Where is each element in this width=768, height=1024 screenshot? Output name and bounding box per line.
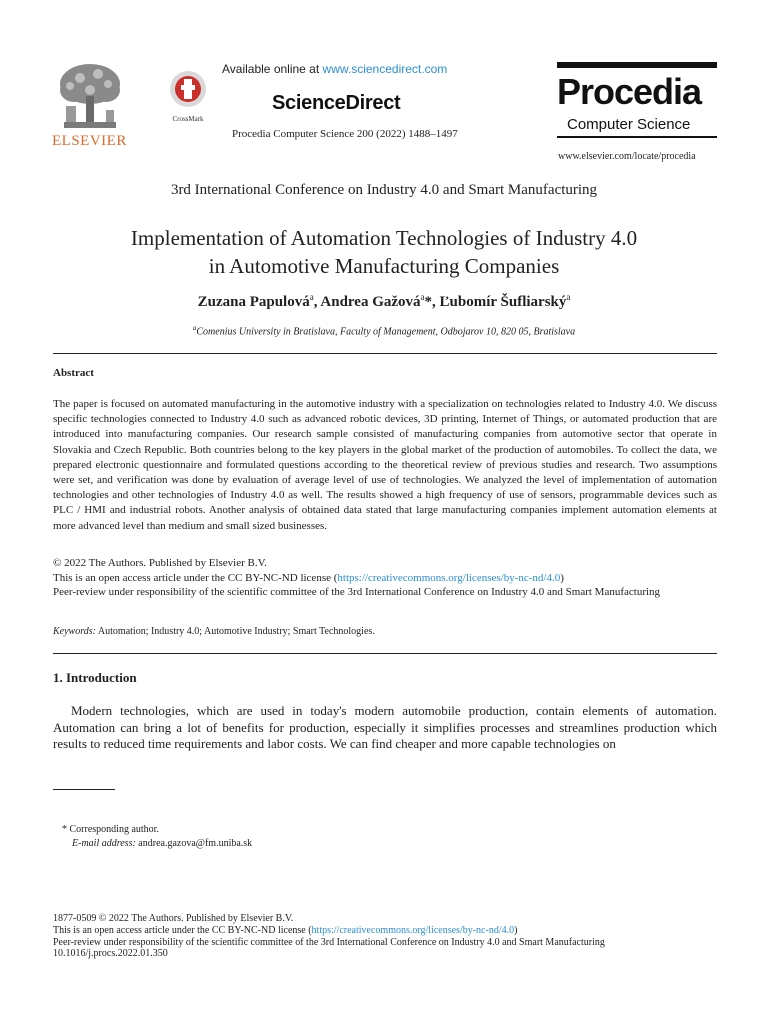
author-affiliation-mark: a bbox=[420, 292, 425, 302]
license-prefix: This is an open access article under the CC BY-NC-ND license ( bbox=[53, 571, 338, 584]
author-name: Zuzana Papulová bbox=[197, 294, 310, 310]
author-affiliation-mark: a bbox=[566, 292, 571, 302]
page-footer bbox=[53, 913, 733, 960]
license-link[interactable]: https://creativecommons.org/licenses/by-nc-nd/4.0 bbox=[337, 571, 561, 584]
abstract-body: The paper is focused on automated manufacturing in the automotive industry with a specialization on technologies related to Industry 4.0. We discuss specific technologies connected to Industry 4.0 such as advanced robotic devices, 3D printing, Internet of Things, or automated production that are introduced into manufacturing companies. Our research sample consisted of manufacturing companies from automotive sector that operate in Slovakia and Czech Republic. Both countries belong to the key players in the global market of the production of automobiles. To collect the data, we prepared electronic questionnaire and formulated questions according to the theoretical review of previous studies and research. Two assumptions were set, and verification was done by evaluation of average level of use of technologies. We analyzed the level of implementation of automation technologies and other technologies of Industry 4.0 as well. The results showed a high frequency of use of sensors, programmable devices such as PLC / HMI and industrial robots. Another analysis of obtained data stated that large manufacturing companies implement automation elements at more advanced level than medium and small sized businesses. bbox=[53, 398, 717, 532]
license-line bbox=[53, 571, 717, 586]
journal-citation: Procedia Computer Science 200 (2022) 1488–1497 bbox=[232, 128, 458, 140]
license-suffix: ) bbox=[560, 571, 564, 584]
footer-license-suffix: ) bbox=[514, 924, 518, 936]
title-line-2: in Automotive Manufacturing Companies bbox=[208, 254, 560, 278]
footer-license-link[interactable]: https://creativecommons.org/licenses/by-nc-nd/4.0 bbox=[311, 924, 515, 936]
keywords bbox=[53, 626, 375, 637]
title-line-1: Implementation of Automation Technologies of Industry 4.0 bbox=[130, 226, 638, 250]
copyright-block bbox=[53, 556, 717, 600]
sciencedirect-wordmark: ScienceDirect bbox=[272, 92, 401, 114]
procedia-top-bar bbox=[557, 62, 717, 68]
email-note bbox=[72, 838, 252, 849]
footer-peer-review-line: Peer-review under responsibility of the scientific committee of the 3rd International Conference on Industry 4.0 and Smart Manufacturing bbox=[53, 936, 605, 948]
elsevier-wordmark: ELSEVIER bbox=[52, 133, 127, 149]
divider bbox=[53, 653, 717, 654]
email-address[interactable]: andrea.gazova@fm.uniba.sk bbox=[135, 838, 253, 849]
author-affiliation-mark: a bbox=[309, 292, 314, 302]
section-heading: 1. Introduction bbox=[53, 670, 137, 685]
affiliation bbox=[0, 324, 768, 337]
footnote-divider bbox=[53, 789, 115, 790]
footer-license-line bbox=[53, 925, 733, 937]
procedia-wordmark: Procedia bbox=[557, 71, 702, 112]
procedia-subtitle: Computer Science bbox=[567, 116, 691, 133]
author-name: Ľubomír Šufliarský bbox=[439, 294, 567, 310]
affiliation-text: Comenius University in Bratislava, Faculty of Management, Odbojarov 10, 820 05, Bratislava bbox=[196, 326, 576, 338]
peer-review-line: Peer-review under responsibility of the scientific committee of the 3rd International Conference on Industry 4.0 and Smart Manufacturing bbox=[53, 586, 661, 598]
corresponding-author-note: * Corresponding author. bbox=[62, 824, 159, 835]
crossmark-badge[interactable] bbox=[165, 70, 211, 122]
keywords-label: Keywords: bbox=[53, 626, 96, 637]
abstract-heading: Abstract bbox=[53, 367, 94, 379]
keywords-text: Automation; Industry 4.0; Automotive Industry; Smart Technologies. bbox=[95, 626, 375, 637]
author-list: Zuzana Papulová$^a$, Andrea Gažová$^a$*, Ľubomír Šufliarský$^a$ bbox=[197, 292, 571, 310]
email-label: E-mail address: bbox=[72, 838, 136, 849]
journal-url[interactable]: www.elsevier.com/locate/procedia bbox=[558, 151, 696, 162]
affiliation-mark: a bbox=[192, 324, 197, 332]
conference-name: 3rd International Conference on Industry 4.0 and Smart Manufacturing bbox=[170, 182, 598, 198]
available-prefix: Available online at bbox=[222, 62, 323, 76]
crossmark-label: CrossMark bbox=[172, 115, 204, 123]
section-body: Modern technologies, which are used in today's modern automobile production, contain elements of automation. Automation can bring a lot of benefits for production, especially it simplifies processes and streamlines production which results to reduced time requirements and labor costs. We can find cheaper and more capable technologies on bbox=[53, 703, 717, 751]
footer-license-prefix: This is an open access article under the CC BY-NC-ND license ( bbox=[53, 924, 312, 936]
sciencedirect-link[interactable]: www.sciencedirect.com bbox=[322, 62, 448, 76]
author-name: Andrea Gažová bbox=[320, 294, 421, 310]
available-online bbox=[222, 62, 447, 76]
procedia-bottom-bar bbox=[557, 136, 717, 138]
divider bbox=[53, 353, 717, 354]
footer-issn-line: 1877-0509 © 2022 The Authors. Published by Elsevier B.V. bbox=[53, 913, 294, 924]
corresponding-mark: * bbox=[424, 294, 433, 310]
paper-title bbox=[60, 224, 708, 280]
crossmark-icon bbox=[169, 70, 207, 108]
footer-doi[interactable]: 10.1016/j.procs.2022.01.350 bbox=[53, 948, 168, 960]
copyright-line: © 2022 The Authors. Published by Elsevier B.V. bbox=[53, 557, 267, 569]
